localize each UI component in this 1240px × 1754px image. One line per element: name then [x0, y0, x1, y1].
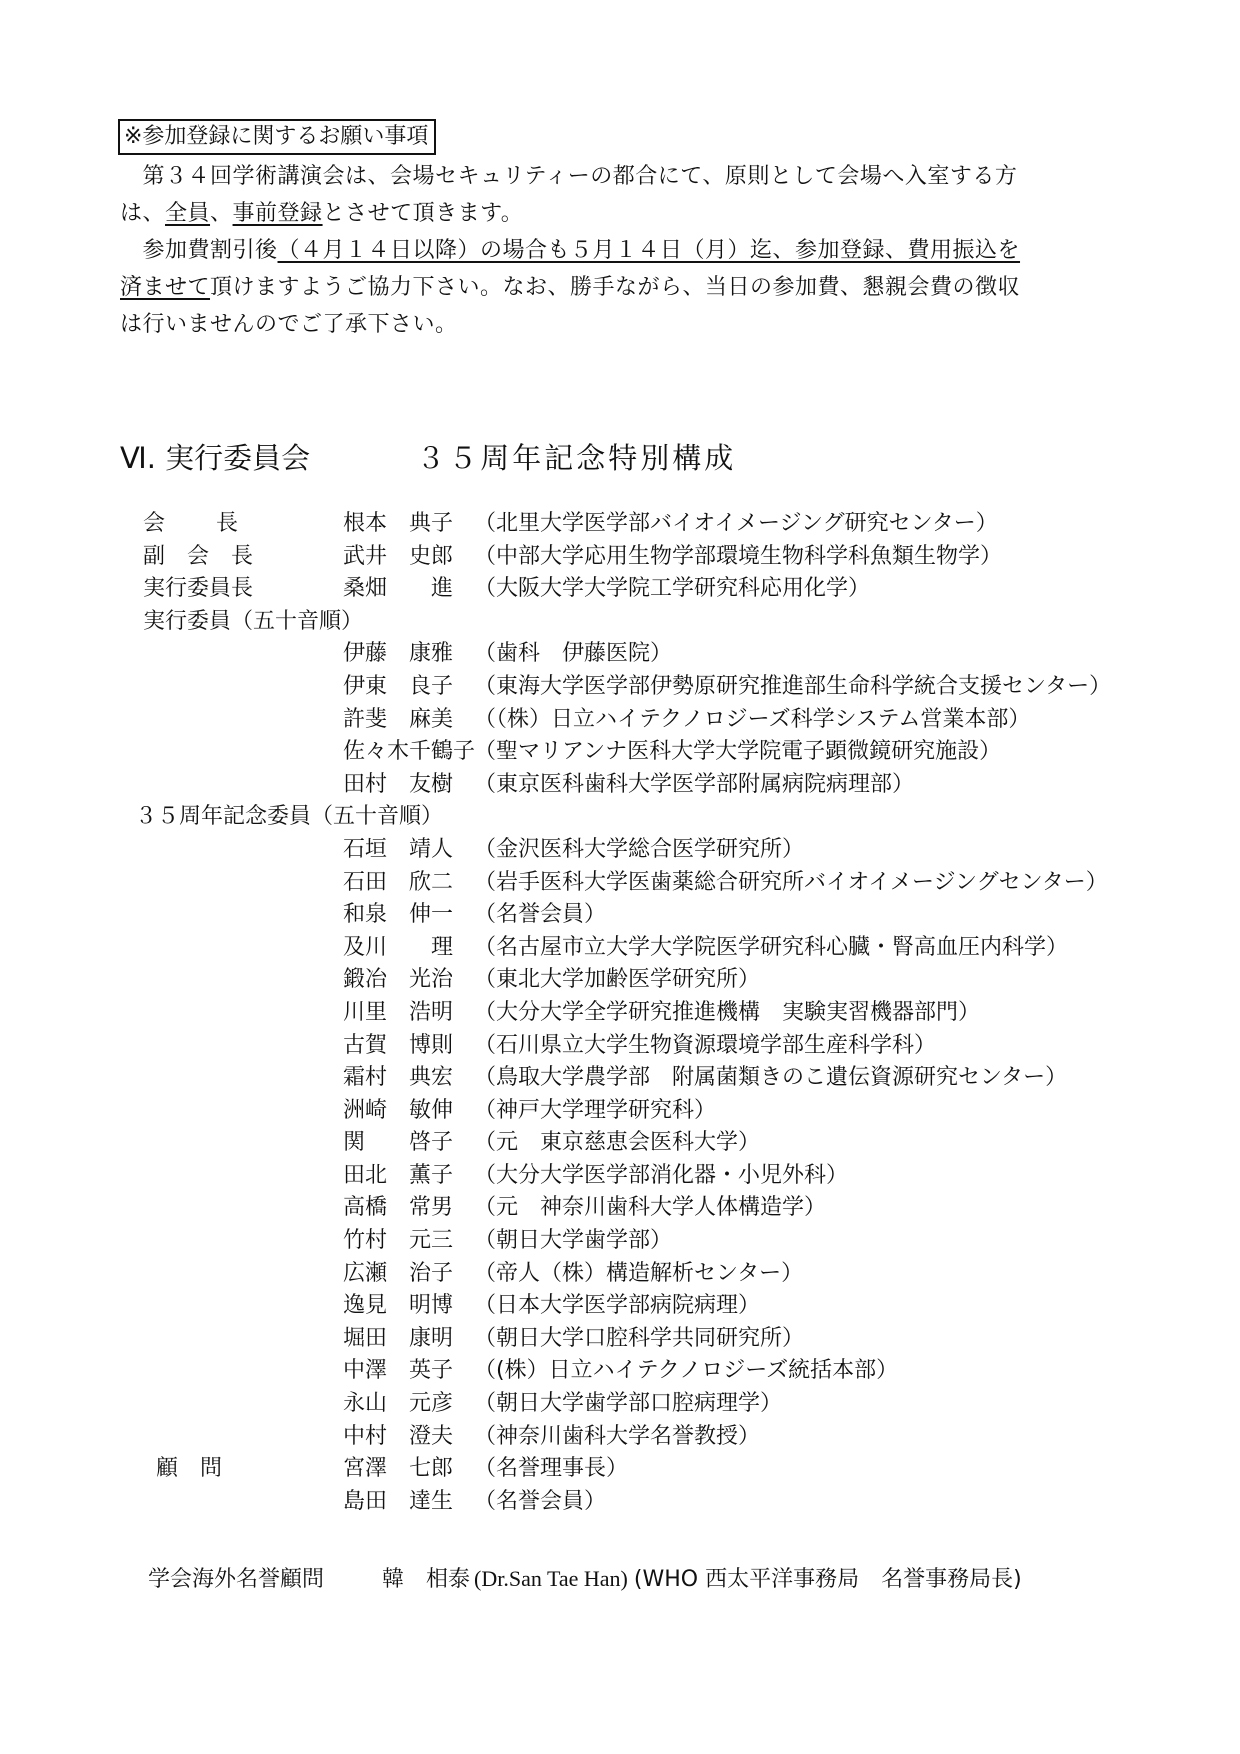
- overseas-advisor-affiliation: (WHO 西太平洋事務局 名誉事務局長): [633, 1567, 1022, 1592]
- member-affiliation: （鳥取大学農学部 附属菌類きのこ遺伝資源研究センター）: [474, 1065, 1068, 1091]
- notice-line: [120, 195, 1130, 232]
- officer-role: 会 長: [143, 511, 238, 536]
- member-affiliation: （大分大学全学研究推進機構 実験実習機器部門）: [474, 999, 981, 1025]
- officer-role: 副 会 長: [143, 543, 254, 569]
- officer-role: 実行委員長: [143, 576, 254, 602]
- section-heading: Ⅵ. 実行委員会: [120, 441, 311, 475]
- member-affiliation: （金沢医科大学総合医学研究所）: [474, 836, 805, 862]
- member-name: 中村 澄夫: [343, 1423, 454, 1449]
- notice-text: とさせて頂きます。: [322, 201, 524, 226]
- anniversary-label-row: [0, 801, 1240, 834]
- member-name: 島田 達生: [343, 1488, 454, 1514]
- member-affiliation: （朝日大学口腔科学共同研究所）: [474, 1325, 805, 1351]
- member-row: [0, 769, 1240, 802]
- member-name: 堀田 康明: [343, 1325, 454, 1351]
- notice-text: は行いませんのでご了承下さい。: [120, 312, 458, 337]
- advisors-label: 顧 問: [156, 1456, 223, 1482]
- member-name: 桑畑 進: [343, 576, 454, 602]
- member-affiliation: （歯科 伊藤医院）: [474, 641, 673, 667]
- member-affiliation: （東北大学加齢医学研究所）: [474, 967, 761, 993]
- member-row: [0, 1062, 1240, 1095]
- member-name: 石垣 靖人: [343, 836, 454, 862]
- member-name: 永山 元彦: [343, 1391, 454, 1417]
- member-name: 伊東 良子: [343, 673, 454, 699]
- member-row: [0, 1160, 1240, 1193]
- member-affiliation: （東海大学医学部伊勢原研究推進部生命科学統合支援センター）: [474, 673, 1112, 699]
- member-affiliation: （名誉会員）: [474, 1488, 607, 1514]
- member-name: 許斐 麻美: [343, 706, 454, 732]
- member-row: [0, 867, 1240, 900]
- notice-text: は、: [120, 201, 166, 226]
- member-name: 石田 欣二: [343, 869, 454, 895]
- advisor-row: [0, 1486, 1240, 1519]
- member-row: [0, 1225, 1240, 1258]
- member-name: 関 啓子: [343, 1130, 454, 1156]
- member-name: 宮澤 七郎: [343, 1456, 454, 1482]
- member-affiliation: （神戸大学理学研究科）: [474, 1097, 717, 1123]
- member-name: 及川 理: [343, 934, 454, 960]
- notice-text: 、: [210, 201, 233, 226]
- member-row: [0, 704, 1240, 737]
- overseas-advisor-name: 韓 相泰: [382, 1567, 471, 1592]
- member-name: 逸見 明博: [343, 1293, 454, 1319]
- member-row: [0, 899, 1240, 932]
- notice-emphasis: （４月１４日以降）の場合も５月１４日（月）迄、参加登録、費用振込を: [277, 238, 1021, 263]
- member-affiliation: （日本大学医学部病院病理）: [474, 1293, 761, 1319]
- member-row: [0, 997, 1240, 1030]
- advisor-row: [0, 1453, 1240, 1486]
- member-name: 伊藤 康雅: [343, 641, 454, 667]
- overseas-advisor: [148, 1563, 1022, 1596]
- overseas-advisor-label: 学会海外名誉顧問: [148, 1567, 325, 1592]
- member-name: 武井 史郎: [343, 543, 454, 569]
- notice-emphasis: 事前登録: [232, 201, 323, 226]
- member-row: [0, 1258, 1240, 1291]
- member-name: 洲崎 敏伸: [343, 1097, 454, 1123]
- member-name: 中澤 英子: [343, 1358, 454, 1384]
- section-title: [120, 438, 736, 478]
- member-affiliation: （朝日大学歯学部）: [474, 1228, 673, 1254]
- member-name: 竹村 元三: [343, 1228, 454, 1254]
- member-row: [0, 1127, 1240, 1160]
- committee-roster: [0, 508, 1240, 1518]
- member-name: 田北 薫子: [343, 1162, 454, 1188]
- member-row: [0, 1192, 1240, 1225]
- member-row: [0, 671, 1240, 704]
- notice-line: [120, 158, 1130, 195]
- officer-row: [0, 541, 1240, 574]
- member-affiliation: （中部大学応用生物学部環境生物科学科魚類生物学）: [474, 543, 1003, 569]
- member-name: 広瀬 治子: [343, 1260, 454, 1286]
- member-row: [0, 1355, 1240, 1388]
- member-affiliation: （朝日大学歯学部口腔病理学）: [474, 1391, 783, 1417]
- member-affiliation: （（株）日立ハイテクノロジーズ科学システム営業本部）: [474, 706, 1031, 732]
- section-subtitle: ３５周年記念特別構成: [416, 441, 737, 475]
- member-affiliation: （大分大学医学部消化器・小児外科）: [474, 1162, 849, 1188]
- member-name: 佐々木千鶴子: [343, 739, 476, 765]
- member-name: 川里 浩明: [343, 999, 454, 1025]
- notice-line: [120, 269, 1130, 306]
- officer-row: [0, 508, 1240, 541]
- member-row: [0, 1030, 1240, 1063]
- committee-label-row: [0, 606, 1240, 639]
- member-affiliation: （元 神奈川歯科大学人体構造学）: [474, 1195, 827, 1221]
- member-affiliation: （北里大学医学部バイオイメージング研究センター）: [474, 511, 998, 536]
- member-row: [0, 1323, 1240, 1356]
- officer-row: [0, 573, 1240, 606]
- member-name: 根本 典子: [343, 511, 454, 536]
- member-row: [0, 638, 1240, 671]
- member-row: [0, 932, 1240, 965]
- member-name: 田村 友樹: [343, 771, 454, 797]
- member-affiliation: （石川県立大学生物資源環境学部生産科学科）: [474, 1032, 937, 1058]
- notice-line: [120, 306, 1130, 343]
- member-affiliation: （神奈川歯科大学名誉教授）: [474, 1423, 761, 1449]
- notice-emphasis: 全員: [165, 201, 211, 226]
- notice-heading: ※参加登録に関するお願い事項: [118, 119, 436, 155]
- committee-label: 実行委員（五十音順）: [143, 608, 364, 634]
- member-affiliation: （名誉会員）: [474, 902, 607, 928]
- member-name: 和泉 伸一: [343, 902, 454, 928]
- registration-notice: [120, 158, 1130, 343]
- member-name: 高橋 常男: [343, 1195, 454, 1221]
- member-name: 鍛冶 光治: [343, 967, 454, 993]
- member-affiliation: （岩手医科大学医歯薬総合研究所バイオイメージングセンター）: [474, 869, 1108, 895]
- member-row: [0, 834, 1240, 867]
- notice-line: [120, 232, 1130, 269]
- member-affiliation: （(株）日立ハイテクノロジーズ統括本部）: [474, 1358, 899, 1384]
- overseas-advisor-latin-name: (Dr.San Tae Han): [474, 1566, 628, 1591]
- member-row: [0, 736, 1240, 769]
- notice-text: 参加費割引後: [120, 238, 278, 263]
- member-affiliation: （名誉理事長）: [474, 1456, 629, 1482]
- member-name: 古賀 博則: [343, 1032, 454, 1058]
- member-affiliation: （名古屋市立大学大学院医学研究科心臓・腎高血圧内科学）: [474, 934, 1069, 960]
- member-row: [0, 1290, 1240, 1323]
- member-name: 霜村 典宏: [343, 1065, 454, 1091]
- member-row: [0, 1095, 1240, 1128]
- anniversary-label: ３５周年記念委員（五十音順）: [135, 804, 444, 830]
- member-row: [0, 964, 1240, 997]
- notice-text: 第３４回学術講演会は、会場セキュリティーの都合にて、原則として会場へ入室する方: [120, 164, 1018, 189]
- member-row: [0, 1388, 1240, 1421]
- member-affiliation: （大阪大学大学院工学研究科応用化学）: [474, 576, 871, 602]
- notice-text: 頂けますようご協力下さい。なお、勝手ながら、当日の参加費、懇親会費の徴収: [210, 275, 1021, 300]
- member-row: [0, 1421, 1240, 1454]
- member-affiliation: （帝人（株）構造解析センター）: [474, 1260, 804, 1286]
- member-affiliation: （元 東京慈恵会医科大学）: [474, 1130, 761, 1156]
- member-affiliation: （聖マリアンナ医科大学大学院電子顕微鏡研究施設）: [474, 739, 1002, 765]
- member-affiliation: （東京医科歯科大学医学部附属病院病理部）: [474, 771, 915, 797]
- notice-emphasis: 済ませて: [120, 275, 211, 300]
